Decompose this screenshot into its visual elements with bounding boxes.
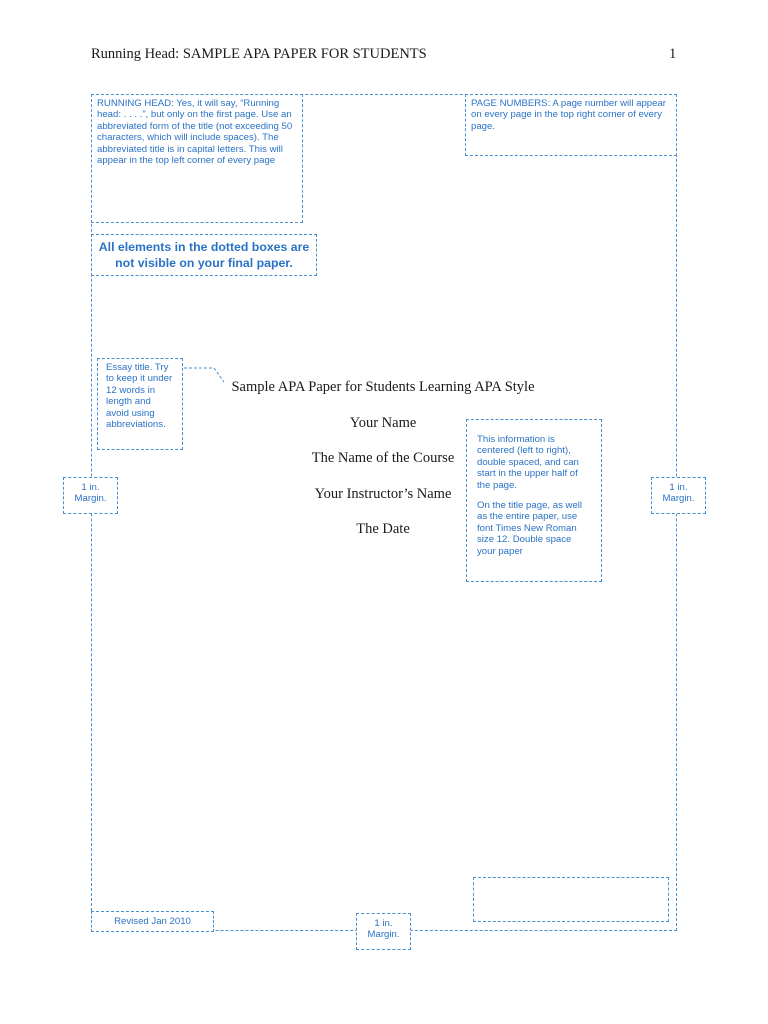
running-head: Running Head: SAMPLE APA PAPER FOR STUDENTS (91, 46, 427, 62)
left-margin-note-text: 1 in. Margin. (74, 482, 107, 505)
centered-info-note-text-2: On the title page, as well as the entire paper, use font Times New Roman size 12. Double space your paper (477, 500, 583, 557)
left-margin-note (63, 477, 118, 514)
page-numbers-note-text: PAGE NUMBERS: A page number will appear on every page in the top right corner of every page. (471, 98, 666, 132)
instructor-name: Your Instructor’s Name (314, 485, 452, 502)
centered-info-note-text-1: This information is centered (left to right), double spaced, and can start in the upper half of the page. (477, 434, 579, 491)
running-head-note-text: RUNNING HEAD: Yes, it will say, “Running head: . . . .”, but only on the first page. Use an abbreviated form of the title (not exceeding 50 characters, which will include spaces). The abbreviated title is in capital letters. This will appear in the top left corner of every page (97, 98, 293, 167)
right-margin-note (651, 477, 706, 514)
essay-title-note-text: Essay title. Try to keep it under 12 words in length and avoid using abbreviations. (106, 362, 173, 431)
course-name: The Name of the Course (311, 450, 455, 467)
bottom-margin-note-text: 1 in. Margin. (367, 918, 400, 941)
bottom-margin-note (356, 913, 411, 950)
revised-note (91, 911, 214, 932)
empty-note-box (473, 877, 669, 922)
right-margin-note-text: 1 in. Margin. (662, 482, 695, 505)
revised-note-text: Revised Jan 2010 (114, 916, 191, 927)
centered-info-note (466, 419, 602, 582)
page-number: 1 (669, 46, 677, 62)
author-name: Your Name (349, 414, 417, 431)
paper-date: The Date (356, 521, 410, 538)
dotted-boxes-note-text: All elements in the dotted boxes are not visible on your final paper. (98, 240, 310, 270)
paper-title: Sample APA Paper for Students Learning APA Style (231, 379, 535, 395)
